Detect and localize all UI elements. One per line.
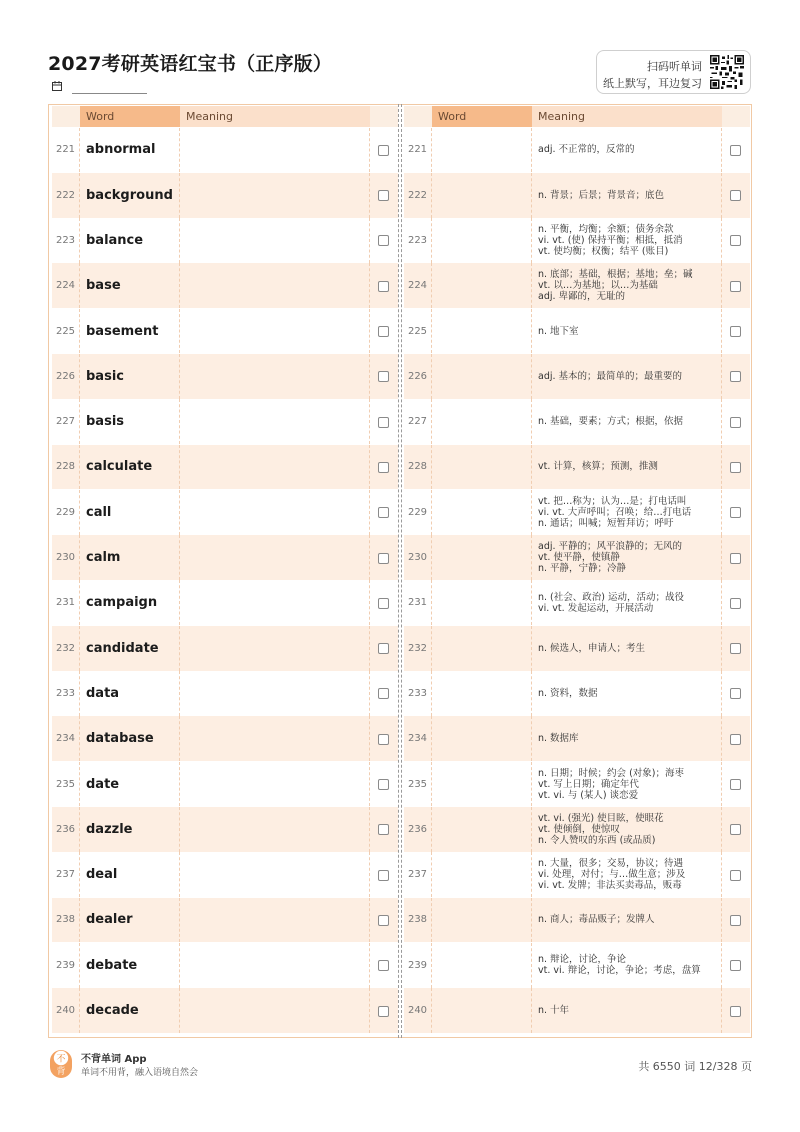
word-blank[interactable]	[432, 807, 532, 852]
row-number: 222	[52, 173, 80, 218]
meaning-text: adj. 基本的；最简单的；最重要的	[538, 370, 683, 382]
meaning-blank[interactable]	[180, 399, 370, 444]
row-number: 234	[404, 716, 432, 761]
row-checkbox-cell[interactable]	[722, 128, 750, 173]
row-checkbox-cell[interactable]	[722, 490, 750, 535]
checkbox[interactable]	[378, 326, 389, 337]
row-number: 231	[404, 580, 432, 625]
row-checkbox-cell[interactable]	[722, 173, 750, 218]
qr-promo[interactable]	[596, 50, 751, 94]
checkbox[interactable]	[730, 643, 741, 654]
header-meaning: Meaning	[532, 106, 722, 127]
row-number: 238	[52, 898, 80, 943]
word-blank[interactable]	[432, 399, 532, 444]
table-row	[404, 943, 750, 988]
checkbox[interactable]	[378, 371, 389, 382]
meaning-blank[interactable]	[180, 535, 370, 580]
row-number: 233	[52, 671, 80, 716]
checkbox[interactable]	[378, 688, 389, 699]
row-word: dealer	[80, 898, 180, 943]
meaning-text: n. 底部；基础，根据；基地；垒；碱 vt. 以…为基地；以…为基础 adj. 卑鄙的，无耻的	[538, 269, 693, 303]
checkbox[interactable]	[730, 1006, 741, 1017]
row-checkbox-cell[interactable]	[370, 490, 398, 535]
meaning-blank[interactable]	[180, 943, 370, 988]
row-checkbox-cell[interactable]	[722, 626, 750, 671]
table-row	[52, 263, 398, 308]
table-row	[404, 535, 750, 580]
table-row	[404, 762, 750, 807]
row-number: 238	[404, 898, 432, 943]
table-row	[52, 988, 398, 1033]
table-header	[52, 106, 398, 127]
checkbox[interactable]	[730, 734, 741, 745]
meaning-blank[interactable]	[180, 490, 370, 535]
meaning-blank[interactable]	[180, 671, 370, 716]
meaning-blank[interactable]	[180, 128, 370, 173]
row-word: basement	[80, 309, 180, 354]
checkbox[interactable]	[730, 915, 741, 926]
row-checkbox-cell[interactable]	[722, 263, 750, 308]
page-indicator: 共 6550 词 12/328 页	[638, 1060, 752, 1073]
meaning-text: n. 辩论，讨论，争论 vt. vi. 辩论，讨论，争论；考虑，盘算	[538, 954, 701, 977]
checkbox[interactable]	[730, 824, 741, 835]
checkbox[interactable]	[378, 915, 389, 926]
row-word: abnormal	[80, 128, 180, 173]
meaning-text: vt. vi. (强光) 使目眩，使眼花 vt. 使倾倒，使惊叹 n. 令人赞叹的东西 (或品质)	[538, 812, 664, 846]
row-checkbox-cell[interactable]	[370, 898, 398, 943]
row-word: basis	[80, 399, 180, 444]
date-underline	[72, 93, 147, 94]
checkbox[interactable]	[730, 688, 741, 699]
table-header	[404, 106, 750, 127]
row-meaning	[532, 218, 722, 263]
meaning-rows	[404, 128, 750, 1033]
checkbox[interactable]	[730, 553, 741, 564]
checkbox[interactable]	[378, 870, 389, 881]
table-row	[404, 716, 750, 761]
word-blank[interactable]	[432, 309, 532, 354]
row-number: 225	[404, 309, 432, 354]
row-checkbox-cell[interactable]	[370, 852, 398, 897]
word-blank[interactable]	[432, 490, 532, 535]
meaning-blank[interactable]	[180, 173, 370, 218]
table-row	[404, 173, 750, 218]
table-row	[52, 218, 398, 263]
row-number: 239	[404, 943, 432, 988]
word-blank[interactable]	[432, 263, 532, 308]
row-word: debate	[80, 943, 180, 988]
table-row	[52, 943, 398, 988]
meaning-text: n. 候选人，申请人；考生	[538, 642, 646, 654]
table-row	[52, 399, 398, 444]
row-checkbox-cell[interactable]	[722, 354, 750, 399]
row-checkbox-cell[interactable]	[370, 218, 398, 263]
row-number: 239	[52, 943, 80, 988]
table-row	[404, 807, 750, 852]
table-row	[404, 445, 750, 490]
row-checkbox-cell[interactable]	[370, 263, 398, 308]
meaning-blank[interactable]	[180, 807, 370, 852]
checkbox[interactable]	[378, 190, 389, 201]
word-blank[interactable]	[432, 626, 532, 671]
row-checkbox-cell[interactable]	[370, 807, 398, 852]
meaning-text: n. 十年	[538, 1005, 570, 1017]
checkbox[interactable]	[730, 235, 741, 246]
row-meaning	[532, 898, 722, 943]
row-number: 227	[52, 399, 80, 444]
row-word: calm	[80, 535, 180, 580]
checkbox[interactable]	[730, 462, 741, 473]
row-meaning	[532, 354, 722, 399]
row-checkbox-cell[interactable]	[722, 309, 750, 354]
header-word: Word	[80, 106, 180, 127]
checkbox[interactable]	[730, 190, 741, 201]
row-checkbox-cell[interactable]	[722, 943, 750, 988]
meaning-blank[interactable]	[180, 988, 370, 1033]
row-meaning	[532, 943, 722, 988]
row-checkbox-cell[interactable]	[370, 399, 398, 444]
checkbox[interactable]	[378, 960, 389, 971]
row-number: 240	[52, 988, 80, 1033]
checkbox[interactable]	[378, 598, 389, 609]
table-row	[52, 671, 398, 716]
word-blank[interactable]	[432, 218, 532, 263]
row-checkbox-cell[interactable]	[722, 716, 750, 761]
table-row	[52, 309, 398, 354]
row-meaning	[532, 399, 722, 444]
meaning-column-half	[404, 106, 750, 1033]
row-number: 232	[52, 626, 80, 671]
row-number: 235	[52, 762, 80, 807]
table-row	[404, 399, 750, 444]
row-word: decade	[80, 988, 180, 1033]
meaning-blank[interactable]	[180, 580, 370, 625]
fold-divider	[398, 104, 402, 1038]
table-row	[52, 807, 398, 852]
table-row	[404, 218, 750, 263]
row-word: calculate	[80, 445, 180, 490]
checkbox[interactable]	[730, 371, 741, 382]
logo-glyph-top: 不	[56, 1054, 66, 1065]
row-number: 240	[404, 988, 432, 1033]
checkbox[interactable]	[378, 507, 389, 518]
table-row	[404, 309, 750, 354]
row-number: 228	[52, 445, 80, 490]
checkbox[interactable]	[730, 598, 741, 609]
meaning-text: n. 商人；毒品贩子；发牌人	[538, 914, 655, 926]
row-word: deal	[80, 852, 180, 897]
row-checkbox-cell[interactable]	[370, 943, 398, 988]
meaning-text: adj. 平静的；风平浪静的；无风的 vt. 使平静，使镇静 n. 平静，宁静；冷静	[538, 541, 683, 575]
table-row	[52, 580, 398, 625]
row-checkbox-cell[interactable]	[370, 354, 398, 399]
row-meaning	[532, 580, 722, 625]
checkbox[interactable]	[378, 462, 389, 473]
checkbox[interactable]	[730, 779, 741, 790]
row-number: 235	[404, 762, 432, 807]
meaning-blank[interactable]	[180, 354, 370, 399]
row-meaning	[532, 445, 722, 490]
row-checkbox-cell[interactable]	[722, 807, 750, 852]
checkbox[interactable]	[730, 417, 741, 428]
logo-glyph-bottom: 背	[56, 1067, 66, 1077]
row-word: basic	[80, 354, 180, 399]
checkbox[interactable]	[730, 870, 741, 881]
row-number: 230	[52, 535, 80, 580]
meaning-blank[interactable]	[180, 309, 370, 354]
table-row	[404, 128, 750, 173]
row-checkbox-cell[interactable]	[722, 218, 750, 263]
app-slogan: 单词不用背，融入语境自然会	[81, 1068, 199, 1078]
row-word: background	[80, 173, 180, 218]
checkbox[interactable]	[378, 1006, 389, 1017]
row-meaning	[532, 671, 722, 716]
row-meaning	[532, 490, 722, 535]
meaning-text: vt. 把…称为；认为…是；打电话叫 vi. vt. 大声呼叫；召唤；给…打电话 n. 通话；叫喊；短暂拜访；呼吁	[538, 495, 692, 529]
meaning-blank[interactable]	[180, 445, 370, 490]
row-meaning	[532, 535, 722, 580]
row-number: 230	[404, 535, 432, 580]
row-number: 237	[404, 852, 432, 897]
app-name: 不背单词 App	[81, 1054, 147, 1065]
row-word: base	[80, 263, 180, 308]
table-row	[52, 852, 398, 897]
row-number: 236	[52, 807, 80, 852]
checkbox[interactable]	[378, 235, 389, 246]
row-meaning	[532, 128, 722, 173]
checkbox[interactable]	[730, 281, 741, 292]
table-row	[404, 580, 750, 625]
table-row	[404, 671, 750, 716]
checkbox[interactable]	[730, 960, 741, 971]
app-logo-icon	[50, 1050, 72, 1078]
meaning-blank[interactable]	[180, 263, 370, 308]
table-row	[52, 173, 398, 218]
word-blank[interactable]	[432, 898, 532, 943]
row-meaning	[532, 309, 722, 354]
row-number: 221	[404, 128, 432, 173]
row-checkbox-cell[interactable]	[370, 445, 398, 490]
meaning-blank[interactable]	[180, 218, 370, 263]
row-meaning	[532, 762, 722, 807]
row-number: 232	[404, 626, 432, 671]
word-blank[interactable]	[432, 535, 532, 580]
table-row	[52, 898, 398, 943]
meaning-text: n. 背景；后景；背景音；底色	[538, 189, 665, 201]
row-word: data	[80, 671, 180, 716]
row-checkbox-cell[interactable]	[722, 762, 750, 807]
row-word: database	[80, 716, 180, 761]
word-blank[interactable]	[432, 716, 532, 761]
header-meaning: Meaning	[180, 106, 370, 127]
row-checkbox-cell[interactable]	[722, 535, 750, 580]
row-checkbox-cell[interactable]	[722, 399, 750, 444]
row-number: 228	[404, 445, 432, 490]
row-number: 221	[52, 128, 80, 173]
checkbox[interactable]	[378, 553, 389, 564]
row-word: call	[80, 490, 180, 535]
row-checkbox-cell[interactable]	[370, 626, 398, 671]
table-row	[52, 490, 398, 535]
meaning-blank[interactable]	[180, 898, 370, 943]
row-number: 224	[404, 263, 432, 308]
checkbox[interactable]	[378, 734, 389, 745]
checkbox[interactable]	[378, 417, 389, 428]
row-checkbox-cell[interactable]	[370, 535, 398, 580]
table-row	[52, 354, 398, 399]
row-number: 237	[52, 852, 80, 897]
meaning-blank[interactable]	[180, 626, 370, 671]
meaning-text: n. 资料，数据	[538, 687, 598, 699]
row-checkbox-cell[interactable]	[722, 580, 750, 625]
row-checkbox-cell[interactable]	[370, 762, 398, 807]
row-number: 229	[52, 490, 80, 535]
word-blank[interactable]	[432, 852, 532, 897]
meaning-blank[interactable]	[180, 762, 370, 807]
meaning-text: n. (社会、政治) 运动，活动；战役 vi. vt. 发起运动，开展活动	[538, 591, 684, 614]
table-row	[404, 898, 750, 943]
row-meaning	[532, 988, 722, 1033]
table-row	[404, 354, 750, 399]
row-number: 225	[52, 309, 80, 354]
row-checkbox-cell[interactable]	[370, 173, 398, 218]
row-meaning	[532, 173, 722, 218]
row-word: candidate	[80, 626, 180, 671]
table-row	[52, 128, 398, 173]
word-blank[interactable]	[432, 173, 532, 218]
row-checkbox-cell[interactable]	[722, 898, 750, 943]
row-checkbox-cell[interactable]	[722, 852, 750, 897]
row-word: date	[80, 762, 180, 807]
row-checkbox-cell[interactable]	[370, 128, 398, 173]
calendar-icon	[52, 81, 62, 91]
table-row	[404, 263, 750, 308]
row-checkbox-cell[interactable]	[370, 716, 398, 761]
meaning-text: n. 数据库	[538, 733, 579, 745]
page-title: 2027考研英语红宝书（正序版）	[48, 53, 333, 75]
checkbox[interactable]	[730, 145, 741, 156]
meaning-text: n. 平衡，均衡；余额；债务余款 vi. vt. (使) 保持平衡；相抵，抵消 vt. 使均衡；权衡；结平 (账目)	[538, 223, 683, 257]
meaning-text: adj. 不正常的，反常的	[538, 144, 635, 156]
table-row	[404, 490, 750, 535]
row-checkbox-cell[interactable]	[722, 445, 750, 490]
meaning-text: vt. 计算，核算；预测，推测	[538, 461, 658, 473]
meaning-text: n. 日期；时候；约会 (对象)；海枣 vt. 写上日期；确定年代 vt. vi. 与 (某人) 谈恋爱	[538, 767, 684, 801]
word-blank[interactable]	[432, 762, 532, 807]
checkbox[interactable]	[730, 326, 741, 337]
row-number: 234	[52, 716, 80, 761]
word-column-half	[52, 106, 398, 1033]
meaning-blank[interactable]	[180, 716, 370, 761]
row-checkbox-cell[interactable]	[722, 671, 750, 716]
row-number: 236	[404, 807, 432, 852]
table-row	[52, 535, 398, 580]
row-meaning	[532, 626, 722, 671]
row-meaning	[532, 263, 722, 308]
footer	[48, 1048, 752, 1082]
table-row	[404, 852, 750, 897]
row-number: 233	[404, 671, 432, 716]
word-blank[interactable]	[432, 445, 532, 490]
checkbox[interactable]	[378, 145, 389, 156]
meaning-text: n. 大量，很多；交易，协议；待遇 vi. 处理，对付；与…做生意；涉及 vi. vt. 发牌；非法买卖毒品，贩毒	[538, 858, 686, 892]
checkbox[interactable]	[378, 779, 389, 790]
meaning-blank[interactable]	[180, 852, 370, 897]
table-row	[52, 716, 398, 761]
row-checkbox-cell[interactable]	[370, 671, 398, 716]
checkbox[interactable]	[730, 507, 741, 518]
row-word: dazzle	[80, 807, 180, 852]
row-checkbox-cell[interactable]	[722, 988, 750, 1033]
row-checkbox-cell[interactable]	[370, 309, 398, 354]
checkbox[interactable]	[378, 643, 389, 654]
row-number: 227	[404, 399, 432, 444]
row-number: 224	[52, 263, 80, 308]
row-number: 223	[52, 218, 80, 263]
row-number: 222	[404, 173, 432, 218]
row-word: balance	[80, 218, 180, 263]
row-number: 226	[52, 354, 80, 399]
row-checkbox-cell[interactable]	[370, 988, 398, 1033]
row-word: campaign	[80, 580, 180, 625]
word-blank[interactable]	[432, 943, 532, 988]
row-meaning	[532, 716, 722, 761]
qr-code-icon[interactable]	[710, 55, 744, 89]
row-number: 229	[404, 490, 432, 535]
table-row	[52, 626, 398, 671]
row-number: 231	[52, 580, 80, 625]
checkbox[interactable]	[378, 281, 389, 292]
checkbox[interactable]	[378, 824, 389, 835]
word-rows	[52, 128, 398, 1033]
qr-caption-line2: 纸上默写，耳边复习	[603, 77, 702, 90]
row-number: 223	[404, 218, 432, 263]
meaning-text: n. 基础，要素；方式；根据，依据	[538, 416, 684, 428]
date-field[interactable]	[52, 80, 147, 94]
word-blank[interactable]	[432, 671, 532, 716]
table-row	[52, 445, 398, 490]
table-row	[404, 626, 750, 671]
row-meaning	[532, 852, 722, 897]
qr-caption-line1: 扫码听单词	[647, 60, 702, 73]
row-checkbox-cell[interactable]	[370, 580, 398, 625]
header-word: Word	[432, 106, 532, 127]
row-number: 226	[404, 354, 432, 399]
table-row	[52, 762, 398, 807]
word-blank[interactable]	[432, 128, 532, 173]
word-blank[interactable]	[432, 354, 532, 399]
word-blank[interactable]	[432, 988, 532, 1033]
word-blank[interactable]	[432, 580, 532, 625]
meaning-text: n. 地下室	[538, 325, 579, 337]
row-meaning	[532, 807, 722, 852]
table-row	[404, 988, 750, 1033]
